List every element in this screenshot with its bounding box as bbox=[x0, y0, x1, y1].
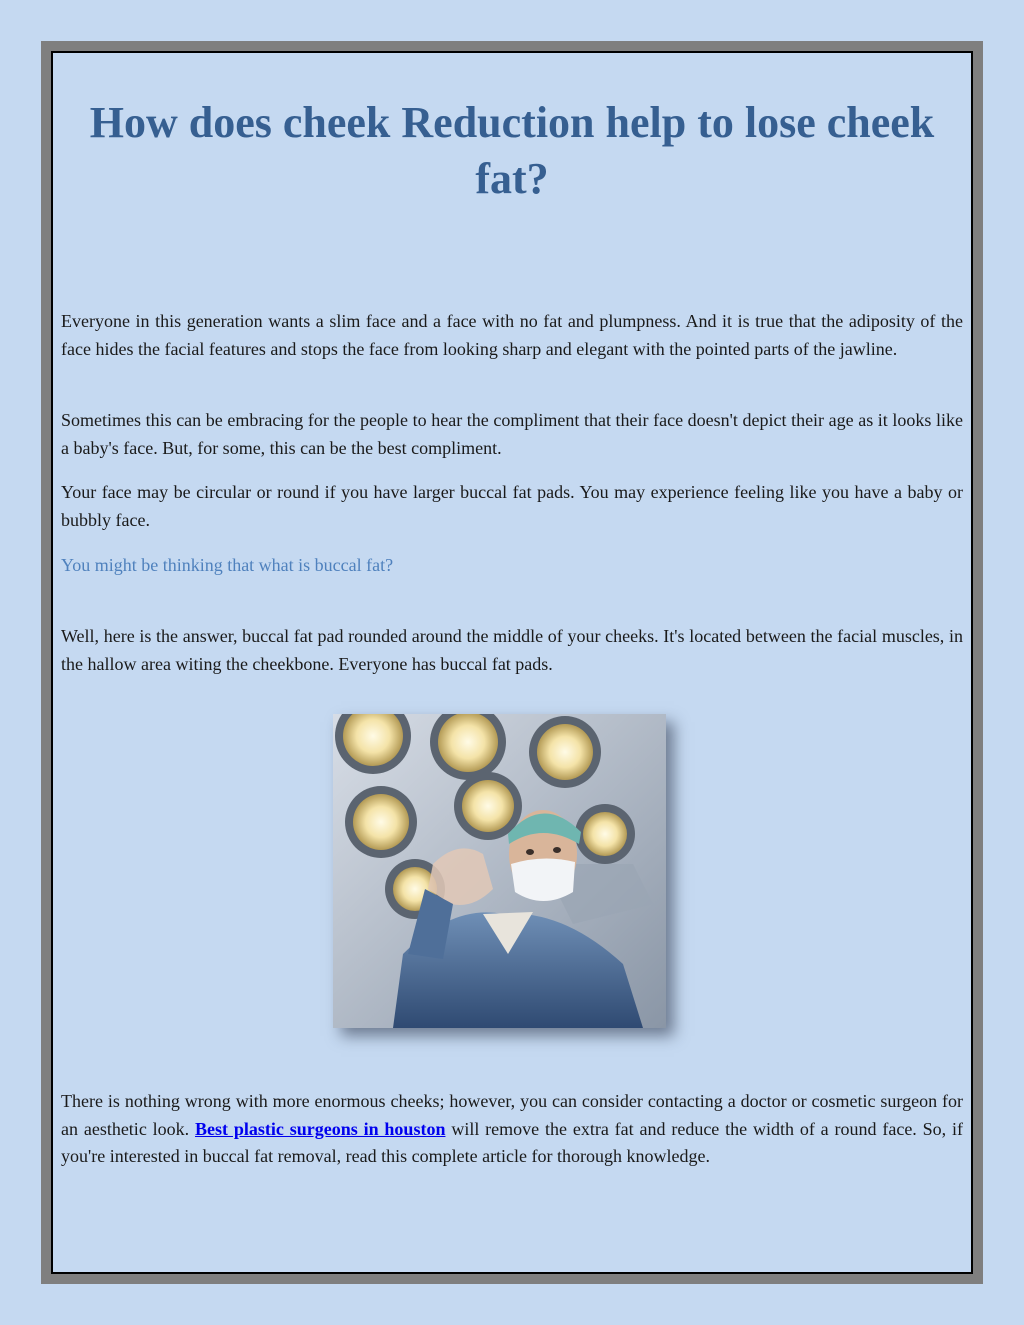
surgical-mask bbox=[511, 858, 575, 901]
paragraph-buccal-pads: Your face may be circular or round if you have larger buccal fat pads. You may experience feeling like you have a baby or bubbly face. bbox=[61, 482, 963, 530]
paragraph-conclusion-lead: There is nothing wrong with more enormous cheeks; however, you can consider contacting a doctor or cosmetic surgeon for an aesthetic look. bbox=[61, 1091, 963, 1139]
lamp-light bbox=[583, 812, 627, 856]
surgeon-eye bbox=[553, 847, 561, 853]
paragraph-conclusion-tail: will remove the extra fat and reduce the width of a round face. So, if you're interested in buccal fat removal, read this complete article for thorough knowledge. bbox=[61, 1118, 964, 1166]
paragraph-intro: Everyone in this generation wants a slim face and a face with no fat and plumpness. And it is true that the adiposity of the face hides the facial features and stops the face from looking sharp and elegant with the pointed parts of the jawline. bbox=[61, 311, 963, 359]
subheading-buccal-fat-question: You might be thinking that what is buccal fat? bbox=[61, 555, 394, 575]
lamp-light bbox=[353, 794, 409, 850]
paragraph-conclusion bbox=[61, 1088, 963, 1171]
paragraph-compliment: Sometimes this can be embracing for the people to hear the compliment that their face doesn't depict their age as it looks like a baby's face. But, for some, this can be the best compliment. bbox=[61, 410, 963, 458]
lamp-light bbox=[438, 714, 498, 772]
surgeon-eye bbox=[526, 849, 534, 855]
lamp-light bbox=[537, 724, 593, 780]
best-plastic-surgeons-link[interactable]: Best plastic surgeons in houston bbox=[195, 1118, 446, 1139]
surgeon-photo bbox=[333, 714, 666, 1028]
paragraph-answer: Well, here is the answer, buccal fat pad rounded around the middle of your cheeks. It's located between the facial muscles, in the hallow area witing the cheekbone. Everyone has buccal fat pads. bbox=[61, 626, 963, 674]
lamp-light bbox=[462, 780, 514, 832]
surgeon-photo-illustration bbox=[333, 714, 666, 1028]
page-title: How does cheek Reduction help to lose cheek fat? bbox=[89, 98, 935, 203]
